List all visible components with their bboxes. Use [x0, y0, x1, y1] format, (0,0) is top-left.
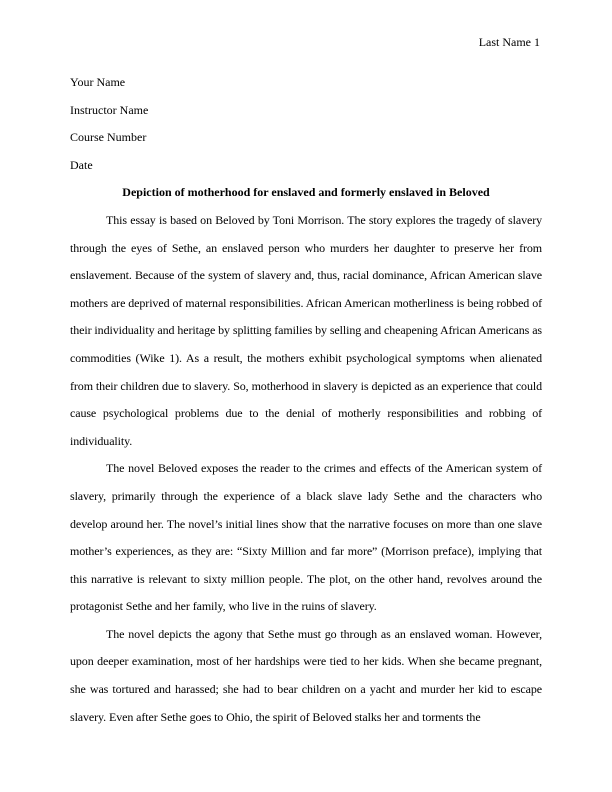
document-body: [70, 69, 542, 731]
instructor-name: Instructor Name: [70, 102, 149, 117]
essay-title: Depiction of motherhood for enslaved and formerly enslaved in Beloved: [122, 185, 490, 200]
running-head: Last Name 1: [478, 35, 540, 49]
paragraph-1: This essay is based on Beloved by Toni Morrison. The story explores the tragedy of slavery through the eyes of Sethe, an enslaved person who murders her daughter to preserve her from enslavement. Because of the system of slavery and, thus, racial dominance, African American slave mothers are deprived of maternal responsibilities. African American motherliness is being robbed of their individuality and heritage by splitting families by selling and cheapening African Americans as commodities (Wike 1). As a result, the mothers exhibit psychological symptoms when alienated from their children due to slavery. So, motherhood in slavery is depicted as an experience that could cause psychological problems due to the denial of motherly responsibilities and robbing of individuality.: [70, 212, 542, 448]
paragraph-3: The novel depicts the agony that Sethe must go through as an enslaved woman. However, upon deeper examination, most of her hardships were tied to her kids. When she became pregnant, she was tortured and harassed; she had to bear children on a yacht and murder her kid to escape slavery. Even after Sethe goes to Ohio, the spirit of Beloved stalks her and torments the: [70, 626, 542, 724]
paragraph-2: The novel Beloved exposes the reader to the crimes and effects of the American system of slavery, primarily through the experience of a black slave lady Sethe and the characters who develop around her. The novel’s initial lines show that the narrative focuses on more than one slave mother’s experiences, as they are: “Sixty Million and far more” (Morrison preface), implying that this narrative is relevant to sixty million people. The plot, on the other hand, revolves around the protagonist Sethe and her family, who live in the ruins of slavery.: [70, 461, 542, 614]
student-name: Your Name: [70, 75, 126, 89]
date-line: Date: [70, 157, 93, 172]
course-number: Course Number: [70, 130, 147, 145]
